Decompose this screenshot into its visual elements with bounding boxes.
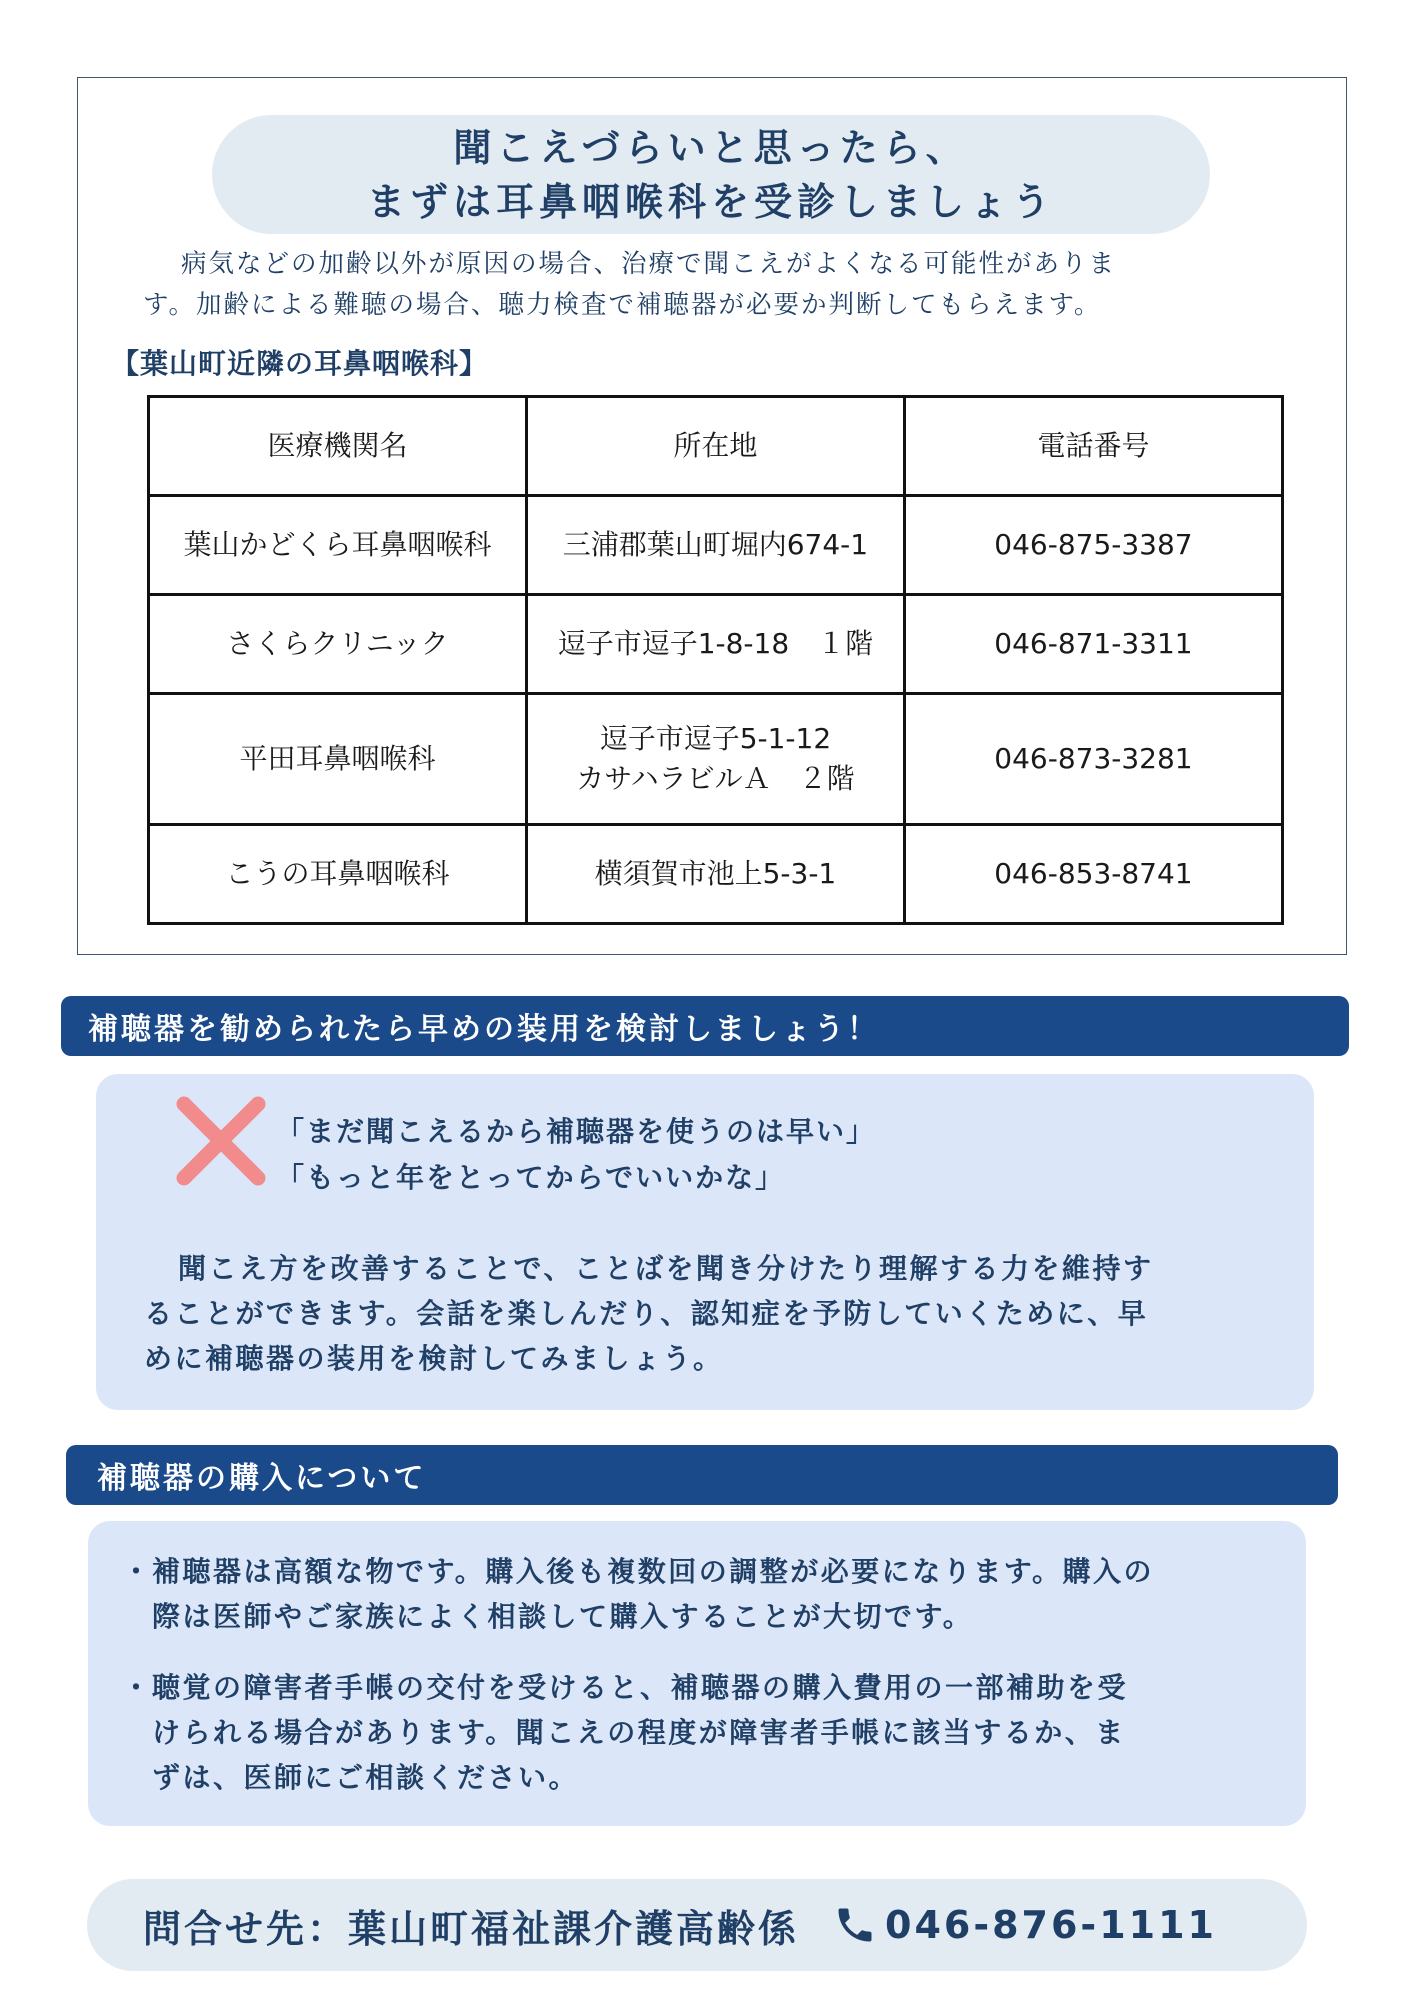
column-header-phone: 電話番号 xyxy=(904,397,1282,496)
recommendation-body xyxy=(144,1246,1284,1381)
table-header-row xyxy=(149,397,1283,496)
table-row xyxy=(149,496,1283,595)
bullet-marker: ・ xyxy=(122,1555,153,1588)
clinic-name: さくらクリニック xyxy=(149,595,527,694)
intro-line-2: す。加齢による難聴の場合、聴力検査で補聴器が必要か判断してもらえます。 xyxy=(143,290,1102,320)
bullet-2-line-2: けられる場合があります。聞こえの程度が障害者手帳に該当するか、ま xyxy=(152,1716,1126,1749)
bullet-2-line-1: 聴覚の障害者手帳の交付を受けると、補聴器の購入費用の一部補助を受 xyxy=(152,1671,1129,1704)
clinic-address-line-1: 逗子市逗子5-1-12 xyxy=(599,722,832,755)
clinic-phone: 046-875-3387 xyxy=(904,496,1282,595)
table-row xyxy=(149,595,1283,694)
intro-line-1: 病気などの加齢以外が原因の場合、治療で聞こえがよくなる可能性がありま xyxy=(181,249,1117,279)
contact-label: 問合せ先：葉山町福祉課介護高齢係 xyxy=(143,1906,800,1951)
bullet-marker: ・ xyxy=(122,1671,153,1704)
clinic-phone: 046-853-8741 xyxy=(904,825,1282,924)
clinic-table xyxy=(147,395,1284,925)
column-header-name: 医療機関名 xyxy=(149,397,527,496)
bullet-1-line-2: 際は医師やご家族によく相談して購入することが大切です。 xyxy=(152,1600,974,1633)
contact-banner xyxy=(87,1879,1307,1971)
quote-when-older: 「もっと年をとってからでいいかな」 xyxy=(276,1161,786,1194)
intro-paragraph xyxy=(143,244,1283,326)
clinic-name: こうの耳鼻咽喉科 xyxy=(149,825,527,924)
clinic-address xyxy=(526,694,904,825)
phone-icon xyxy=(833,1903,877,1947)
recommendation-line-3: めに補聴器の装用を検討してみましょう。 xyxy=(144,1342,724,1375)
clinic-address: 三浦郡葉山町堀内674-1 xyxy=(526,496,904,595)
clinic-phone: 046-873-3281 xyxy=(904,694,1282,825)
table-row xyxy=(149,825,1283,924)
purchase-info-box xyxy=(88,1521,1306,1826)
contact-phone-number[interactable]: 046-876-1111 xyxy=(885,1903,1217,1947)
bullet-1-line-1: 補聴器は高額な物です。購入後も複数回の調整が必要になります。購入の xyxy=(152,1555,1155,1588)
table-row xyxy=(149,694,1283,825)
clinic-name: 葉山かどくら耳鼻咽喉科 xyxy=(149,496,527,595)
clinic-address-line-2: カサハラビルＡ ２階 xyxy=(576,762,855,795)
bullet-2-line-3: ずは、医師にご相談ください。 xyxy=(152,1761,580,1794)
column-header-address: 所在地 xyxy=(526,397,904,496)
clinic-address: 逗子市逗子1-8-18 １階 xyxy=(526,595,904,694)
title-line-2: まずは耳鼻咽喉科を受診しましょう xyxy=(366,179,1055,224)
list-item xyxy=(122,1665,1292,1800)
clinic-address: 横須賀市池上5-3-1 xyxy=(526,825,904,924)
clinic-info-panel xyxy=(77,77,1347,955)
title-banner xyxy=(212,115,1210,234)
section-header-purchase: 補聴器の購入について xyxy=(66,1445,1338,1505)
list-item xyxy=(122,1549,1292,1639)
section-header-recommendation: 補聴器を勧められたら早めの装用を検討しましょう！ xyxy=(61,996,1349,1056)
recommendation-line-1: 聞こえ方を改善することで、ことばを聞き分けたり理解する力を維持す xyxy=(178,1252,1154,1285)
title-line-1: 聞こえづらいと思ったら、 xyxy=(453,125,969,170)
quote-too-early: 「まだ聞こえるから補聴器を使うのは早い」 xyxy=(276,1115,877,1148)
clinic-list-heading: 【葉山町近隣の耳鼻咽喉科】 xyxy=(111,347,489,380)
cross-mark-icon xyxy=(174,1094,268,1188)
clinic-name: 平田耳鼻咽喉科 xyxy=(149,694,527,825)
clinic-phone: 046-871-3311 xyxy=(904,595,1282,694)
recommendation-box xyxy=(96,1074,1314,1410)
recommendation-line-2: ることができます。会話を楽しんだり、認知症を予防していくために、早 xyxy=(144,1297,1149,1330)
